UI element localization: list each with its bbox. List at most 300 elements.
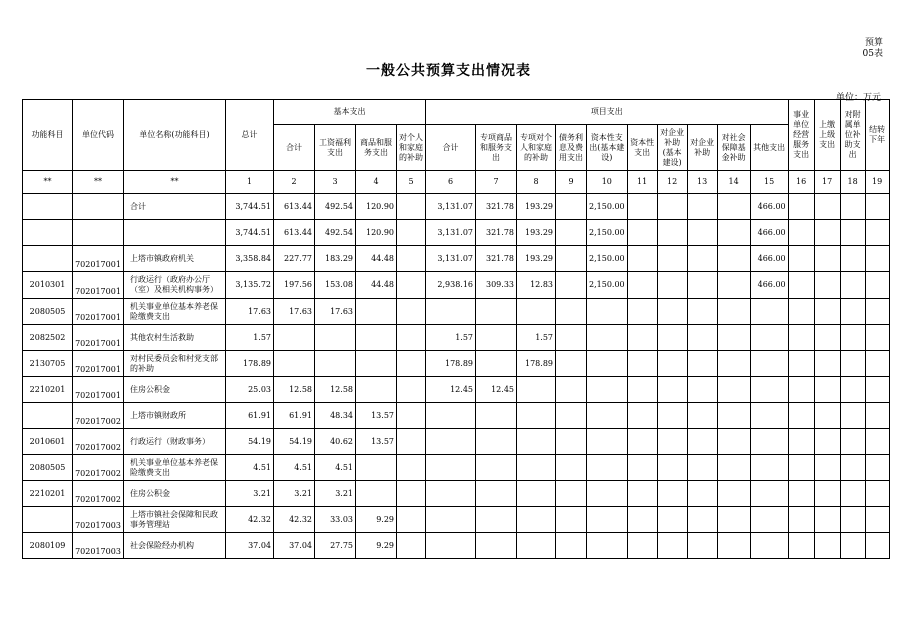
func-code-cell — [23, 507, 73, 533]
amount-cell — [476, 403, 517, 429]
header-row-1 — [23, 100, 890, 125]
func-code-cell: 2082502 — [23, 325, 73, 351]
amount-cell — [517, 507, 556, 533]
amount-cell — [788, 325, 814, 351]
amount-cell — [865, 403, 889, 429]
amount-cell — [627, 429, 657, 455]
amount-cell: 178.89 — [226, 351, 274, 377]
amount-cell — [476, 429, 517, 455]
amount-cell — [397, 507, 426, 533]
amount-cell — [426, 429, 476, 455]
amount-cell — [788, 533, 814, 559]
amount-cell — [840, 377, 865, 403]
amount-cell: 12.58 — [315, 377, 356, 403]
unit-code-cell: 702017001 — [73, 272, 124, 299]
amount-cell — [814, 246, 840, 272]
amount-cell: 492.54 — [315, 220, 356, 246]
amount-cell: 466.00 — [750, 246, 788, 272]
amount-cell — [865, 481, 889, 507]
amount-cell — [556, 507, 587, 533]
amount-cell: 3,744.51 — [226, 220, 274, 246]
amount-cell: 12.83 — [517, 272, 556, 299]
amount-cell — [397, 533, 426, 559]
amount-cell — [476, 299, 517, 325]
amount-cell — [750, 377, 788, 403]
amount-cell — [356, 299, 397, 325]
amount-cell: 61.91 — [226, 403, 274, 429]
column-index-cell: 18 — [840, 171, 865, 194]
amount-cell — [687, 194, 717, 220]
amount-cell — [788, 507, 814, 533]
column-index-cell: 10 — [587, 171, 628, 194]
amount-cell — [814, 325, 840, 351]
amount-cell — [517, 481, 556, 507]
amount-cell — [397, 403, 426, 429]
unit-name-cell: 上塔市镇政府机关 — [124, 246, 226, 272]
amount-cell — [587, 325, 628, 351]
amount-cell — [587, 377, 628, 403]
amount-cell — [814, 351, 840, 377]
amount-cell: 613.44 — [274, 194, 315, 220]
unit-name-cell: 机关事业单位基本养老保险缴费支出 — [124, 455, 226, 481]
amount-cell — [750, 403, 788, 429]
amount-cell — [556, 481, 587, 507]
amount-cell — [814, 272, 840, 299]
amount-cell: 2,150.00 — [587, 272, 628, 299]
amount-cell: 4.51 — [274, 455, 315, 481]
amount-cell — [814, 455, 840, 481]
amount-cell — [274, 351, 315, 377]
amount-cell — [426, 455, 476, 481]
header-proj-capital-build: 资本性支出(基本建设) — [587, 125, 628, 171]
amount-cell: 48.34 — [315, 403, 356, 429]
amount-cell: 613.44 — [274, 220, 315, 246]
amount-cell — [788, 246, 814, 272]
amount-cell — [426, 299, 476, 325]
amount-cell — [865, 507, 889, 533]
amount-cell — [814, 507, 840, 533]
amount-cell — [865, 220, 889, 246]
amount-cell — [865, 325, 889, 351]
amount-cell: 227.77 — [274, 246, 315, 272]
amount-cell — [627, 533, 657, 559]
amount-cell — [627, 403, 657, 429]
amount-cell — [426, 481, 476, 507]
amount-cell: 1.57 — [426, 325, 476, 351]
amount-cell — [717, 194, 750, 220]
column-index-cell: 11 — [627, 171, 657, 194]
header-unit-code: 单位代码 — [73, 100, 124, 171]
amount-cell: 2,150.00 — [587, 194, 628, 220]
amount-cell: 492.54 — [315, 194, 356, 220]
amount-cell: 2,938.16 — [426, 272, 476, 299]
header-project: 项目支出 — [426, 100, 789, 125]
amount-cell — [814, 377, 840, 403]
column-index-cell: 9 — [556, 171, 587, 194]
amount-cell — [657, 507, 687, 533]
table-row — [23, 299, 890, 325]
header-proj-social: 对社会保障基金补助 — [717, 125, 750, 171]
amount-cell — [840, 246, 865, 272]
amount-cell — [397, 351, 426, 377]
header-subsidy-sub: 对附属单位补助支出 — [840, 100, 865, 171]
func-code-cell: 2080505 — [23, 299, 73, 325]
amount-cell: 183.29 — [315, 246, 356, 272]
amount-cell — [788, 272, 814, 299]
amount-cell — [788, 377, 814, 403]
amount-cell — [556, 377, 587, 403]
unit-code-cell — [73, 220, 124, 246]
amount-cell — [788, 194, 814, 220]
amount-cell: 120.90 — [356, 220, 397, 246]
amount-cell — [587, 507, 628, 533]
func-code-cell: 2080505 — [23, 455, 73, 481]
amount-cell — [814, 403, 840, 429]
amount-cell: 153.08 — [315, 272, 356, 299]
amount-cell — [556, 403, 587, 429]
amount-cell — [788, 220, 814, 246]
amount-cell — [556, 246, 587, 272]
amount-cell — [657, 246, 687, 272]
amount-cell: 42.32 — [274, 507, 315, 533]
unit-code-cell: 702017001 — [73, 246, 124, 272]
unit-name-cell: 其他农村生活救助 — [124, 325, 226, 351]
amount-cell — [476, 507, 517, 533]
form-number-line2: 05表 — [862, 49, 883, 59]
amount-cell — [814, 429, 840, 455]
amount-cell: 120.90 — [356, 194, 397, 220]
amount-cell: 466.00 — [750, 194, 788, 220]
header-turn-up: 上缴上级支出 — [814, 100, 840, 171]
table-row — [23, 507, 890, 533]
amount-cell — [556, 272, 587, 299]
amount-cell: 321.78 — [476, 194, 517, 220]
amount-cell — [717, 455, 750, 481]
amount-cell — [687, 246, 717, 272]
amount-cell — [840, 455, 865, 481]
amount-cell — [476, 533, 517, 559]
amount-cell — [627, 220, 657, 246]
amount-cell: 1.57 — [517, 325, 556, 351]
amount-cell: 9.29 — [356, 533, 397, 559]
unit-name-cell — [124, 220, 226, 246]
amount-cell — [627, 377, 657, 403]
amount-cell: 321.78 — [476, 220, 517, 246]
column-index-cell: ** — [124, 171, 226, 194]
amount-cell — [476, 351, 517, 377]
amount-cell — [717, 507, 750, 533]
column-index-cell: 2 — [274, 171, 315, 194]
header-inst-service: 事业单位经营服务支出 — [788, 100, 814, 171]
header-proj-total: 合计 — [426, 125, 476, 171]
unit-name-cell: 合计 — [124, 194, 226, 220]
amount-cell — [687, 272, 717, 299]
amount-cell — [840, 481, 865, 507]
amount-cell — [556, 533, 587, 559]
amount-cell — [717, 533, 750, 559]
func-code-cell — [23, 194, 73, 220]
amount-cell — [356, 481, 397, 507]
amount-cell: 33.03 — [315, 507, 356, 533]
amount-cell — [687, 351, 717, 377]
amount-cell — [517, 403, 556, 429]
amount-cell — [687, 377, 717, 403]
amount-cell: 17.63 — [226, 299, 274, 325]
amount-cell: 3,744.51 — [226, 194, 274, 220]
amount-cell: 4.51 — [315, 455, 356, 481]
amount-cell — [687, 429, 717, 455]
amount-cell: 193.29 — [517, 194, 556, 220]
amount-cell — [840, 533, 865, 559]
unit-code-cell: 702017002 — [73, 481, 124, 507]
func-code-cell: 2010601 — [23, 429, 73, 455]
amount-cell: 44.48 — [356, 272, 397, 299]
amount-cell — [397, 194, 426, 220]
amount-cell — [750, 351, 788, 377]
amount-cell: 3,358.84 — [226, 246, 274, 272]
form-number — [863, 38, 883, 60]
unit-name-cell: 住房公积金 — [124, 377, 226, 403]
amount-cell — [627, 194, 657, 220]
column-index-cell: 3 — [315, 171, 356, 194]
amount-cell: 3.21 — [315, 481, 356, 507]
header-proj-other: 其他支出 — [750, 125, 788, 171]
amount-cell — [476, 455, 517, 481]
func-code-cell: 2210201 — [23, 377, 73, 403]
amount-cell — [717, 220, 750, 246]
amount-cell — [840, 194, 865, 220]
amount-cell — [476, 325, 517, 351]
amount-cell: 2,150.00 — [587, 220, 628, 246]
amount-cell: 321.78 — [476, 246, 517, 272]
amount-cell — [627, 507, 657, 533]
amount-cell: 17.63 — [315, 299, 356, 325]
column-index-cell: 16 — [788, 171, 814, 194]
amount-cell: 17.63 — [274, 299, 315, 325]
unit-name-cell: 社会保险经办机构 — [124, 533, 226, 559]
table-row — [23, 403, 890, 429]
unit-name-cell: 上塔市镇财政所 — [124, 403, 226, 429]
header-total: 总计 — [226, 100, 274, 171]
amount-cell — [750, 507, 788, 533]
amount-cell — [717, 246, 750, 272]
table-row — [23, 455, 890, 481]
amount-cell: 4.51 — [226, 455, 274, 481]
unit-code-cell: 702017002 — [73, 455, 124, 481]
amount-cell — [687, 299, 717, 325]
amount-cell — [657, 377, 687, 403]
amount-cell: 193.29 — [517, 220, 556, 246]
amount-cell — [397, 272, 426, 299]
amount-cell — [717, 351, 750, 377]
unit-name-cell: 对村民委员会和村党支部的补助 — [124, 351, 226, 377]
amount-cell — [717, 272, 750, 299]
amount-cell — [865, 533, 889, 559]
amount-cell — [717, 325, 750, 351]
amount-cell — [397, 455, 426, 481]
column-index-cell: 7 — [476, 171, 517, 194]
amount-cell: 42.32 — [226, 507, 274, 533]
header-basic: 基本支出 — [274, 100, 426, 125]
table-row — [23, 351, 890, 377]
amount-cell — [397, 246, 426, 272]
amount-cell — [627, 481, 657, 507]
amount-cell — [865, 272, 889, 299]
column-index-cell: 8 — [517, 171, 556, 194]
func-code-cell: 2130705 — [23, 351, 73, 377]
amount-cell — [356, 351, 397, 377]
amount-cell: 466.00 — [750, 272, 788, 299]
amount-cell — [865, 299, 889, 325]
amount-cell — [750, 429, 788, 455]
amount-cell — [657, 272, 687, 299]
amount-cell — [657, 351, 687, 377]
table-row — [23, 429, 890, 455]
amount-cell: 1.57 — [226, 325, 274, 351]
header-basic-personal: 对个人和家庭的补助 — [397, 125, 426, 171]
func-code-cell — [23, 246, 73, 272]
unit-name-cell: 上塔市镇社会保障和民政事务管理站 — [124, 507, 226, 533]
amount-cell: 3,131.07 — [426, 246, 476, 272]
amount-cell — [274, 325, 315, 351]
amount-cell: 12.45 — [476, 377, 517, 403]
amount-cell — [657, 403, 687, 429]
unit-name-cell: 住房公积金 — [124, 481, 226, 507]
table-row — [23, 246, 890, 272]
amount-cell: 3,135.72 — [226, 272, 274, 299]
amount-cell — [840, 220, 865, 246]
amount-cell — [587, 533, 628, 559]
amount-cell — [840, 403, 865, 429]
amount-cell: 44.48 — [356, 246, 397, 272]
unit-code-cell: 702017001 — [73, 351, 124, 377]
amount-cell — [397, 429, 426, 455]
amount-cell — [657, 325, 687, 351]
header-proj-capital: 资本性支出 — [627, 125, 657, 171]
amount-cell — [750, 455, 788, 481]
amount-cell — [750, 325, 788, 351]
column-index-cell: 17 — [814, 171, 840, 194]
amount-cell — [865, 194, 889, 220]
amount-cell — [426, 533, 476, 559]
amount-cell — [356, 325, 397, 351]
amount-cell — [315, 325, 356, 351]
func-code-cell: 2080109 — [23, 533, 73, 559]
amount-cell — [517, 455, 556, 481]
column-index-cell: ** — [23, 171, 73, 194]
amount-cell — [865, 455, 889, 481]
func-code-cell — [23, 403, 73, 429]
amount-cell — [517, 299, 556, 325]
amount-cell — [397, 325, 426, 351]
amount-cell — [517, 533, 556, 559]
column-index-row — [23, 171, 890, 194]
amount-cell — [397, 377, 426, 403]
amount-cell — [657, 194, 687, 220]
amount-cell: 9.29 — [356, 507, 397, 533]
amount-cell: 13.57 — [356, 403, 397, 429]
table-row — [23, 220, 890, 246]
amount-cell: 193.29 — [517, 246, 556, 272]
func-code-cell: 2210201 — [23, 481, 73, 507]
amount-cell — [788, 351, 814, 377]
amount-cell: 178.89 — [426, 351, 476, 377]
table-row — [23, 272, 890, 299]
unit-name-cell: 行政运行（财政事务） — [124, 429, 226, 455]
header-unit-name: 单位名称(功能科目) — [124, 100, 226, 171]
amount-cell — [814, 194, 840, 220]
amount-cell — [657, 481, 687, 507]
amount-cell: 25.03 — [226, 377, 274, 403]
unit-label: 单位：万元 — [835, 93, 881, 103]
amount-cell — [587, 455, 628, 481]
column-index-cell: 15 — [750, 171, 788, 194]
header-proj-personal: 专项对个人和家庭的补助 — [517, 125, 556, 171]
amount-cell — [556, 194, 587, 220]
header-carry: 结转下年 — [865, 100, 889, 171]
amount-cell — [657, 455, 687, 481]
amount-cell: 13.57 — [356, 429, 397, 455]
amount-cell: 61.91 — [274, 403, 315, 429]
amount-cell — [556, 429, 587, 455]
amount-cell — [788, 455, 814, 481]
amount-cell — [865, 351, 889, 377]
amount-cell — [717, 481, 750, 507]
amount-cell — [397, 220, 426, 246]
amount-cell — [356, 377, 397, 403]
amount-cell: 3.21 — [274, 481, 315, 507]
amount-cell — [627, 299, 657, 325]
amount-cell — [717, 299, 750, 325]
amount-cell — [840, 325, 865, 351]
amount-cell: 3.21 — [226, 481, 274, 507]
amount-cell — [840, 429, 865, 455]
amount-cell — [587, 351, 628, 377]
amount-cell — [717, 429, 750, 455]
amount-cell — [517, 429, 556, 455]
amount-cell — [788, 481, 814, 507]
amount-cell — [556, 220, 587, 246]
unit-code-cell: 702017003 — [73, 533, 124, 559]
amount-cell — [657, 533, 687, 559]
column-index-cell: 14 — [717, 171, 750, 194]
column-index-cell: ** — [73, 171, 124, 194]
amount-cell — [627, 455, 657, 481]
amount-cell — [687, 507, 717, 533]
amount-cell — [814, 299, 840, 325]
amount-cell — [840, 299, 865, 325]
table-row — [23, 194, 890, 220]
header-basic-wage: 工资福利支出 — [315, 125, 356, 171]
table-row — [23, 533, 890, 559]
amount-cell — [657, 299, 687, 325]
amount-cell — [750, 299, 788, 325]
amount-cell — [750, 481, 788, 507]
column-index-cell: 19 — [865, 171, 889, 194]
amount-cell — [788, 403, 814, 429]
header-basic-total: 合计 — [274, 125, 315, 171]
header-func-code: 功能科目 — [23, 100, 73, 171]
column-index-cell: 5 — [397, 171, 426, 194]
column-index-cell: 6 — [426, 171, 476, 194]
amount-cell: 54.19 — [226, 429, 274, 455]
amount-cell — [687, 533, 717, 559]
header-proj-debt: 债务利息及费用支出 — [556, 125, 587, 171]
unit-code-cell: 702017001 — [73, 299, 124, 325]
amount-cell — [556, 325, 587, 351]
unit-code-cell: 702017003 — [73, 507, 124, 533]
amount-cell — [687, 481, 717, 507]
